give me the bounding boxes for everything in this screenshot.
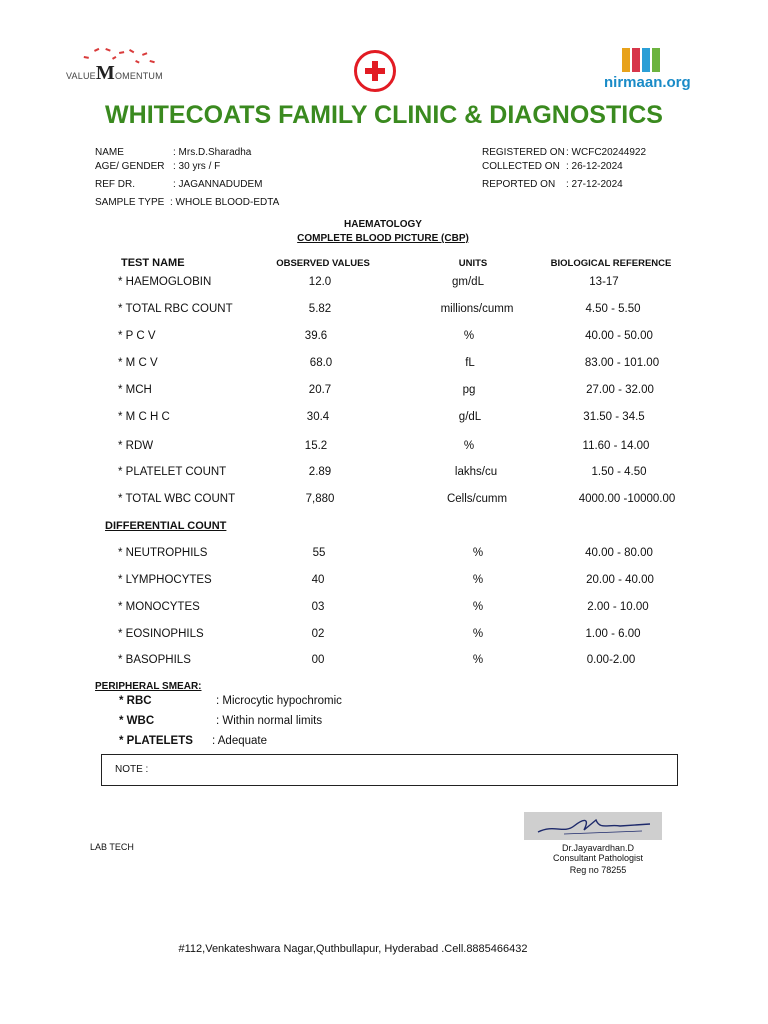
test-unit: % bbox=[463, 440, 475, 452]
differential-unit: % bbox=[472, 547, 484, 559]
red-cross-icon bbox=[354, 50, 396, 92]
reported-value: : 27-12-2024 bbox=[566, 179, 623, 190]
smear-platelets-value: : Adequate bbox=[212, 735, 267, 747]
test-value: 30.4 bbox=[306, 411, 330, 423]
sample-label: SAMPLE TYPE bbox=[95, 197, 165, 208]
test-value: 20.7 bbox=[308, 384, 332, 396]
note-label: NOTE : bbox=[115, 764, 149, 775]
note-box bbox=[101, 754, 678, 786]
differential-unit: % bbox=[472, 628, 484, 640]
test-ref: 40.00 - 50.00 bbox=[585, 330, 653, 342]
value-momentum-logo bbox=[64, 46, 174, 90]
nirmaan-logo bbox=[604, 48, 691, 94]
nirmaan-figures-icon bbox=[622, 48, 660, 72]
test-value: 5.82 bbox=[308, 303, 332, 315]
test-unit: millions/cumm bbox=[440, 303, 514, 315]
smear-rbc-value: : Microcytic hypochromic bbox=[216, 695, 342, 707]
test-name: * TOTAL WBC COUNT bbox=[118, 493, 236, 505]
col-units: UNITS bbox=[458, 258, 488, 269]
differential-name: * NEUTROPHILS bbox=[118, 547, 208, 559]
name-value: : Mrs.D.Sharadha bbox=[173, 147, 252, 158]
test-ref: 13-17 bbox=[589, 276, 619, 288]
lab-tech-label: LAB TECH bbox=[90, 842, 134, 852]
differential-name: * MONOCYTES bbox=[118, 601, 200, 613]
test-ref: 4000.00 -10000.00 bbox=[578, 493, 676, 505]
differential-ref: 2.00 - 10.00 bbox=[587, 601, 649, 613]
footer-address: #112,Venkateshwara Nagar,Quthbullapur, Hyderabad .Cell.8885466432 bbox=[178, 943, 528, 955]
test-name: * RDW bbox=[118, 440, 154, 452]
nirmaan-logo-text: nirmaan.org bbox=[604, 74, 691, 91]
smear-platelets-label: * PLATELETS bbox=[119, 735, 193, 747]
differential-name: * EOSINOPHILS bbox=[118, 628, 204, 640]
differential-ref: 40.00 - 80.00 bbox=[585, 547, 653, 559]
smear-title: PERIPHERAL SMEAR: bbox=[95, 681, 202, 692]
signature-image bbox=[524, 812, 662, 840]
test-ref: 31.50 - 34.5 bbox=[583, 411, 645, 423]
col-test-name: TEST NAME bbox=[121, 257, 185, 269]
section-subtitle: COMPLETE BLOOD PICTURE (CBP) bbox=[297, 233, 469, 244]
section-title: HAEMATOLOGY bbox=[344, 219, 422, 230]
test-name: * P C V bbox=[118, 330, 156, 342]
age-label: AGE/ GENDER bbox=[95, 161, 165, 172]
ref-label: REF DR. bbox=[95, 179, 135, 190]
test-unit: g/dL bbox=[458, 411, 482, 423]
smear-wbc-value: : Within normal limits bbox=[216, 715, 323, 727]
sample-value: : WHOLE BLOOD-EDTA bbox=[170, 197, 280, 208]
test-unit: lakhs/cu bbox=[454, 466, 498, 478]
reported-label: REPORTED ON bbox=[482, 179, 556, 190]
test-value: 15.2 bbox=[304, 440, 328, 452]
test-ref: 83.00 - 101.00 bbox=[584, 357, 660, 369]
test-unit: gm/dL bbox=[452, 276, 484, 288]
test-value: 39.6 bbox=[304, 330, 328, 342]
differential-unit: % bbox=[472, 601, 484, 613]
test-name: * TOTAL RBC COUNT bbox=[118, 303, 233, 315]
signature-icon bbox=[524, 812, 662, 840]
smear-wbc-label: * WBC bbox=[119, 715, 155, 727]
collected-value: : 26-12-2024 bbox=[566, 161, 623, 172]
differential-value: 02 bbox=[311, 628, 325, 640]
test-unit: % bbox=[463, 330, 475, 342]
test-ref: 27.00 - 32.00 bbox=[586, 384, 654, 396]
test-ref: 4.50 - 5.50 bbox=[585, 303, 641, 315]
differential-value: 03 bbox=[311, 601, 325, 613]
differential-unit: % bbox=[472, 654, 484, 666]
doctor-name: Dr.Jayavardhan.D bbox=[561, 843, 635, 853]
test-value: 2.89 bbox=[308, 466, 332, 478]
registered-label: REGISTERED ON bbox=[482, 147, 565, 158]
test-unit: pg bbox=[462, 384, 476, 396]
differential-name: * BASOPHILS bbox=[118, 654, 191, 666]
differential-name: * LYMPHOCYTES bbox=[118, 574, 212, 586]
test-unit: Cells/cumm bbox=[446, 493, 508, 505]
test-value: 7,880 bbox=[305, 493, 335, 505]
doctor-title: Consultant Pathologist bbox=[552, 853, 644, 863]
test-name: * MCH bbox=[118, 384, 152, 396]
clinic-name: WHITECOATS FAMILY CLINIC & DIAGNOSTICS bbox=[105, 101, 663, 129]
differential-value: 00 bbox=[311, 654, 325, 666]
col-reference: BIOLOGICAL REFERENCE bbox=[550, 258, 672, 269]
differential-ref: 1.00 - 6.00 bbox=[585, 628, 641, 640]
test-value: 12.0 bbox=[308, 276, 332, 288]
ref-value: : JAGANNADUDEM bbox=[173, 179, 263, 190]
differential-ref: 0.00-2.00 bbox=[586, 654, 636, 666]
registered-value: : WCFC20244922 bbox=[566, 147, 647, 158]
test-unit: fL bbox=[465, 357, 475, 369]
collected-label: COLLECTED ON bbox=[482, 161, 560, 172]
differential-unit: % bbox=[472, 574, 484, 586]
doctor-reg: Reg no 78255 bbox=[569, 865, 627, 875]
test-name: * M C V bbox=[118, 357, 158, 369]
name-label: NAME bbox=[95, 147, 124, 158]
test-ref: 11.60 - 14.00 bbox=[582, 440, 650, 452]
test-ref: 1.50 - 4.50 bbox=[591, 466, 647, 478]
test-name: * HAEMOGLOBIN bbox=[118, 276, 212, 288]
age-value: : 30 yrs / F bbox=[173, 161, 221, 172]
smear-rbc-label: * RBC bbox=[119, 695, 152, 707]
differential-value: 55 bbox=[312, 547, 326, 559]
differential-value: 40 bbox=[311, 574, 325, 586]
differential-title: DIFFERENTIAL COUNT bbox=[105, 520, 227, 532]
logo-text: VALUEMOMENTUM bbox=[66, 62, 163, 84]
test-name: * PLATELET COUNT bbox=[118, 466, 227, 478]
test-name: * M C H C bbox=[118, 411, 170, 423]
col-observed: OBSERVED VALUES bbox=[276, 258, 370, 269]
test-value: 68.0 bbox=[309, 357, 333, 369]
differential-ref: 20.00 - 40.00 bbox=[586, 574, 654, 586]
